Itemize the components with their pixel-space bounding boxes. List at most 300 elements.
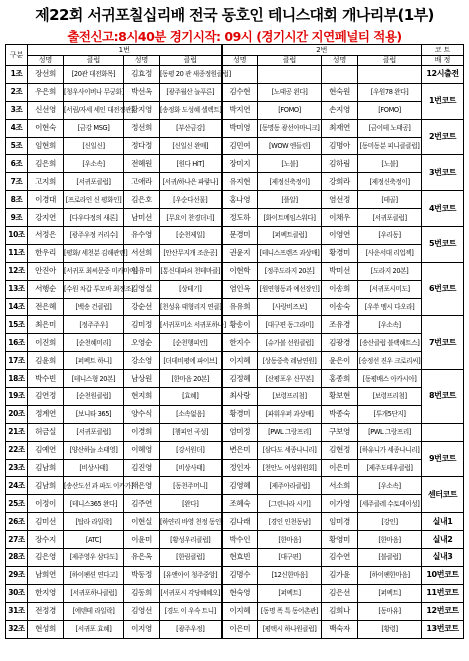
player-name: 김동희 xyxy=(124,584,160,602)
player-club: [우리동] xyxy=(358,227,422,245)
court-assignment: 실내3 xyxy=(422,549,464,567)
player-name: 강소영 xyxy=(124,352,160,370)
table-row xyxy=(6,316,464,334)
player-club: [우소속] xyxy=(64,155,124,173)
group-cell: 11조 xyxy=(6,244,28,262)
court-assignment: 13번코트 xyxy=(422,620,464,638)
player-club: [청우사이버나 무궁화] xyxy=(64,83,124,101)
player-name: 김은희 xyxy=(28,155,64,173)
player-club: [노블] xyxy=(258,155,322,173)
player-name: 임미경 xyxy=(322,513,358,531)
player-club: [백송 건클럽] xyxy=(64,298,124,316)
player-club: [강인] xyxy=(358,513,422,531)
player-club: [다우다정의 새론] xyxy=(64,209,124,227)
player-name: 조유경 xyxy=(322,316,358,334)
player-club: [금이테 노태공] xyxy=(358,119,422,137)
player-club: [플알] xyxy=(258,191,322,209)
player-name: 황지영 xyxy=(124,101,160,119)
group-cell: 19조 xyxy=(6,388,28,406)
group-cell: 31조 xyxy=(6,602,28,620)
player-club: [비상사태] xyxy=(160,459,222,477)
player-club: [PWL 그랑프리] xyxy=(358,423,422,441)
player-name: 김연정 xyxy=(28,388,64,406)
group-cell: 16조 xyxy=(6,334,28,352)
group-cell: 10조 xyxy=(6,227,28,245)
group-cell: 30조 xyxy=(6,584,28,602)
player-name: 염인옥 xyxy=(222,280,258,298)
court-header-top: 코 트 xyxy=(422,45,464,56)
player-name: 이경희 xyxy=(124,423,160,441)
club-header: 클럽 xyxy=(358,56,422,66)
player-name: 홍나영 xyxy=(222,191,258,209)
table-row xyxy=(6,513,464,531)
player-name: 권윤지 xyxy=(222,244,258,262)
table-row xyxy=(6,262,464,280)
player-club: [20관 대전화목] xyxy=(64,66,124,84)
player-name: 김주연 xyxy=(124,495,160,513)
court-assignment: 11번코트 xyxy=(422,584,464,602)
player-club: [대구편] xyxy=(258,549,322,567)
player-club: [FOMO] xyxy=(358,101,422,119)
player-club: [서림/자세 세인 대전정관] xyxy=(64,101,124,119)
name-header: 성명 xyxy=(124,56,160,66)
player-name: 변은미 xyxy=(222,441,258,459)
player-name xyxy=(322,66,358,84)
player-name: 김효정 xyxy=(124,66,160,84)
player-club: [광주월산 늘푸른] xyxy=(160,83,222,101)
court-assignment: 1번코트 xyxy=(422,83,464,119)
player-club: [퍼펙트] xyxy=(258,584,322,602)
player-club: [서귀포시미도] xyxy=(358,280,422,298)
court-assignment: 5번코트 xyxy=(422,227,464,263)
player-club: [한마음] xyxy=(258,531,322,549)
player-name: 최사랑 xyxy=(222,388,258,406)
court-assignment: 6번코트 xyxy=(422,262,464,316)
player-club: [테니스365 완다] xyxy=(64,495,124,513)
player-name: 백숙자 xyxy=(322,620,358,638)
player-club: [서귀포시 각당혜혜오] xyxy=(160,584,222,602)
player-club: [순천행피언] xyxy=(160,334,222,352)
player-club: [신일신] xyxy=(64,137,124,155)
group-cell: 13조 xyxy=(6,280,28,298)
player-name: 김정혜 xyxy=(222,370,258,388)
player-club: [하이팬한마음] xyxy=(358,566,422,584)
player-club: [삼다도 세종나니리] xyxy=(258,441,322,459)
player-name: 남상원 xyxy=(124,370,160,388)
group-cell: 25조 xyxy=(6,495,28,513)
player-club: [대구편 동그라미] xyxy=(258,316,322,334)
table-row xyxy=(6,155,464,173)
player-club: [경도 이 우슥 트니] xyxy=(160,602,222,620)
player-name: 강순선 xyxy=(124,298,160,316)
player-club: [투개5단지] xyxy=(358,405,422,423)
page-title: 제22회 서귀포칠십리배 전국 동호인 테니스대회 개나리부(1부) xyxy=(35,6,434,24)
player-club: [순천원클럽] xyxy=(64,388,124,406)
table-row xyxy=(6,66,464,84)
player-club: [원연형동과 예선장인] xyxy=(258,280,322,298)
player-club: [평화/ 세천분 김해관련] xyxy=(64,244,124,262)
player-name: 장선희 xyxy=(28,66,64,84)
player-name: 김윤희 xyxy=(28,352,64,370)
player-club: [정주주우] xyxy=(64,316,124,334)
player-name: 박수빈 xyxy=(28,370,64,388)
player-name: 김미정 xyxy=(124,316,160,334)
player-name: 현지희 xyxy=(124,388,160,406)
player-club: [우쑤 멤시 다오라] xyxy=(358,298,422,316)
player-name: 현효빈 xyxy=(222,549,258,567)
player-club: [12신한마음] xyxy=(258,566,322,584)
player-name: 김하림 xyxy=(322,155,358,173)
player-name: 엄미정 xyxy=(222,423,258,441)
group-cell: 14조 xyxy=(6,298,28,316)
player-name: 유유희 xyxy=(222,298,258,316)
bracket-table xyxy=(5,44,464,639)
player-name: 이은미 xyxy=(222,620,258,638)
player-name: 최은미 xyxy=(28,316,64,334)
player-club: [경인 인천동남] xyxy=(258,513,322,531)
table-row xyxy=(6,531,464,549)
player-club: [송산클럽 블랙해트스] xyxy=(358,334,422,352)
table-row xyxy=(6,549,464,567)
player-club: [하유니가 세종나니리] xyxy=(358,441,422,459)
table-row xyxy=(6,566,464,584)
player-club: [사랑비즈보] xyxy=(258,298,322,316)
player-club: [하이팬션 연다고] xyxy=(64,566,124,584)
player-club: [프로라인 신 평화인] xyxy=(64,191,124,209)
player-club: [서귀포클럽] xyxy=(64,173,124,191)
player-name: 김은호 xyxy=(124,191,160,209)
group-cell: 21조 xyxy=(6,423,28,441)
table-row xyxy=(6,441,464,459)
player-club: [도라지 20본] xyxy=(358,262,422,280)
player-club: [테니스형 20본] xyxy=(64,370,124,388)
player-name: 황보현 xyxy=(322,388,358,406)
player-club: [서귀포 최씨문중 미카미아] xyxy=(64,262,124,280)
court-assignment: 8번코트 xyxy=(422,370,464,424)
player-club: [원다 HiT] xyxy=(160,155,222,173)
court-assignment: 센터코트 xyxy=(422,477,464,513)
player-name: 이송숙 xyxy=(322,298,358,316)
player-club: [천성유 태형리지 연클] xyxy=(160,298,222,316)
player-name: 서소희 xyxy=(322,477,358,495)
player-name: 김영실 xyxy=(124,280,160,298)
bracket-body xyxy=(6,66,464,639)
player-club: [챔피언 곡성] xyxy=(160,423,222,441)
table-row xyxy=(6,83,464,101)
player-club: [PWL 그랑프리] xyxy=(258,423,322,441)
court-assignment: 12번코트 xyxy=(422,602,464,620)
player-name: 채은영 xyxy=(124,477,160,495)
group-cell: 2조 xyxy=(6,83,28,101)
player-name: 박미선 xyxy=(322,262,358,280)
player-club: [제주아라클럽] xyxy=(258,477,322,495)
player-name: 이채우 xyxy=(322,209,358,227)
player-club: [송산도선 과 파도 이카가] xyxy=(64,477,124,495)
player-name: 신선영 xyxy=(28,101,64,119)
player-name: 김수연 xyxy=(322,549,358,567)
player-club xyxy=(358,66,422,84)
player-club: [WOW 엔들린] xyxy=(258,137,322,155)
player-club: [노태공 왼다] xyxy=(258,83,322,101)
player-club: [상테기] xyxy=(160,280,222,298)
player-club: [서귀포하나클럽] xyxy=(64,584,124,602)
player-name: 이지영 xyxy=(124,620,160,638)
player-club: [보령프리첨] xyxy=(358,388,422,406)
player-club: [보령프리첨] xyxy=(258,388,322,406)
player-name: 이현학 xyxy=(222,262,258,280)
player-name: 양수식 xyxy=(124,405,160,423)
player-name: 이진희 xyxy=(28,334,64,352)
player-club: [퍼펙트 하니] xyxy=(64,352,124,370)
group-cell: 6조 xyxy=(6,155,28,173)
player-name: 김가윤 xyxy=(322,566,358,584)
player-name: 김현정 xyxy=(322,441,358,459)
group-cell: 15조 xyxy=(6,316,28,334)
group-cell: 29조 xyxy=(6,566,28,584)
player-name: 장미지 xyxy=(222,155,258,173)
player-club: [서귀포 효혜] xyxy=(64,620,124,638)
player-name: 정선희 xyxy=(124,119,160,137)
player-name: 강희라 xyxy=(322,173,358,191)
table-row xyxy=(6,280,464,298)
player-club: [서귀포클럽] xyxy=(358,209,422,227)
player-club: [송정화 도성혜 셀렉트] xyxy=(160,101,222,119)
player-name: 한우리 xyxy=(28,244,64,262)
player-name: 현숙원 xyxy=(322,83,358,101)
player-name: 전정경 xyxy=(28,602,64,620)
player-name: 허금실 xyxy=(28,423,64,441)
player-name: 황송이 xyxy=(222,316,258,334)
player-club: [상동중축 레남연원] xyxy=(258,352,322,370)
player-club: [금강 MSG] xyxy=(64,119,124,137)
group-cell: 8조 xyxy=(6,191,28,209)
player-name: 서선희 xyxy=(124,244,160,262)
player-name: 김남희 xyxy=(28,477,64,495)
court-assignment: 4번코트 xyxy=(422,191,464,227)
table-row xyxy=(6,209,464,227)
court-assignment: 7번코트 xyxy=(422,316,464,370)
player-club: [부산금강] xyxy=(160,119,222,137)
player-name: 박미영 xyxy=(222,119,258,137)
player-name: 문경미 xyxy=(222,227,258,245)
player-club: [더데비평에 파이브] xyxy=(160,352,222,370)
player-name: 이송희 xyxy=(322,280,358,298)
player-club: [황령] xyxy=(358,620,422,638)
player-club: [완다] xyxy=(160,495,222,513)
player-name: 구보영 xyxy=(322,423,358,441)
table-row xyxy=(6,352,464,370)
name-header: 성명 xyxy=(28,56,64,66)
table-row xyxy=(6,495,464,513)
table-row xyxy=(6,227,464,245)
player-name: 이현숙 xyxy=(28,119,64,137)
player-club: [보니타 365] xyxy=(64,405,124,423)
player-name: 박동정 xyxy=(124,566,160,584)
player-club: [강서원더] xyxy=(160,441,222,459)
player-name: 이경대 xyxy=(28,191,64,209)
player-club: [소속없음] xyxy=(160,405,222,423)
player-club: [우원78 완다] xyxy=(358,83,422,101)
player-club: [우소속] xyxy=(358,477,422,495)
player-club: [산평포우 신꾸본] xyxy=(258,370,322,388)
player-name: 윤은이 xyxy=(322,352,358,370)
player-club: [정주도라지 20본] xyxy=(258,262,322,280)
player-name: 유은옥 xyxy=(124,549,160,567)
player-club: [사운서대 리업젝] xyxy=(358,244,422,262)
team1-header: 1번 xyxy=(28,45,222,56)
player-club: [승정선 진우 크로리씨] xyxy=(358,352,422,370)
player-name: 이영연 xyxy=(322,227,358,245)
player-name: 한지영 xyxy=(28,584,64,602)
player-club: [우소속] xyxy=(358,316,422,334)
player-name: 김나래 xyxy=(222,513,258,531)
team2-header: 2번 xyxy=(222,45,422,56)
player-name: 김희나 xyxy=(322,602,358,620)
player-club: [블클럽] xyxy=(358,549,422,567)
schedule-notice: 출전신고:8시40분 경기시작: 09시 (경기시간 지연페널티 적용) xyxy=(67,29,402,44)
court-assignment: 3번코트 xyxy=(422,155,464,191)
table-row xyxy=(6,459,464,477)
player-name: 전은혜 xyxy=(28,298,64,316)
group-cell: 12조 xyxy=(6,262,28,280)
player-name: 김은영 xyxy=(28,549,64,567)
player-name: 안진아 xyxy=(28,262,64,280)
table-row xyxy=(6,334,464,352)
court-assignment: 9번코트 xyxy=(422,441,464,477)
player-name: 서정은 xyxy=(28,227,64,245)
player-club: [비상사태] xyxy=(64,459,124,477)
player-club: [그린나라 시키] xyxy=(258,495,322,513)
table-row xyxy=(6,620,464,638)
player-name: 박수인 xyxy=(222,531,258,549)
table-row xyxy=(6,298,464,316)
court-assignment xyxy=(422,423,464,441)
player-name: 홍종희 xyxy=(322,370,358,388)
table-row xyxy=(6,191,464,209)
club-header: 클럽 xyxy=(64,56,124,66)
player-name: 김미선 xyxy=(28,513,64,531)
player-club: [광주우정 커리수] xyxy=(64,227,124,245)
group-cell: 22조 xyxy=(6,441,28,459)
group-cell: 3조 xyxy=(6,101,28,119)
player-name: 김예연 xyxy=(28,441,64,459)
player-club: [한마음 20본] xyxy=(160,370,222,388)
player-club: [슈가볼 선원클럽] xyxy=(258,334,322,352)
table-row xyxy=(6,388,464,406)
player-name: 이윤미 xyxy=(124,531,160,549)
player-name: 김영혜 xyxy=(222,477,258,495)
player-name: 김진영 xyxy=(124,459,160,477)
club-header: 클럽 xyxy=(160,56,222,66)
player-name: 이현실 xyxy=(124,513,160,531)
player-name: 현숙영 xyxy=(222,584,258,602)
player-club: [퍼펙트] xyxy=(358,584,422,602)
player-name: 우은희 xyxy=(28,83,64,101)
player-club: [서귀/하나은 파랗나] xyxy=(160,173,222,191)
player-name: 김수현 xyxy=(222,83,258,101)
table-row xyxy=(6,405,464,423)
table-row xyxy=(6,584,464,602)
player-club: [안산무지개 조운공] xyxy=(160,244,222,262)
player-name: 고지희 xyxy=(28,173,64,191)
player-name: 염선정 xyxy=(322,191,358,209)
player-name: 강지연 xyxy=(28,209,64,227)
group-cell: 18조 xyxy=(6,370,28,388)
player-name: 최재연 xyxy=(322,119,358,137)
player-club: [통신대파쇠 천테마클] xyxy=(160,262,222,280)
player-club: [천안노 여성위원회] xyxy=(258,459,322,477)
group-cell: 4조 xyxy=(6,119,28,137)
player-club: [화이트메임스워다] xyxy=(258,209,322,227)
player-club: [퍼펙트클럽] xyxy=(258,227,322,245)
player-club: [탑라 라일락] xyxy=(64,513,124,531)
player-name: 이혜영 xyxy=(124,441,160,459)
court-assignment: 실내2 xyxy=(422,531,464,549)
table-row xyxy=(6,477,464,495)
player-club: [동평 20 관 새종정원클럽] xyxy=(160,66,222,84)
player-name: 현성희 xyxy=(28,620,64,638)
player-club: [동마유] xyxy=(358,602,422,620)
player-name: 임유미 xyxy=(124,262,160,280)
group-cell: 17조 xyxy=(6,352,28,370)
group-cell: 20조 xyxy=(6,405,28,423)
player-club: [광주우정] xyxy=(160,620,222,638)
group-cell: 28조 xyxy=(6,549,28,567)
player-club: [세주클레 수토데이성] xyxy=(358,495,422,513)
player-name: 김은선 xyxy=(322,584,358,602)
court-assignment: 실내1 xyxy=(422,513,464,531)
player-club: [우순다선물] xyxy=(160,191,222,209)
group-cell: 9조 xyxy=(6,209,28,227)
player-club: [양산하늘 소태영] xyxy=(64,441,124,459)
group-cell: 27조 xyxy=(6,531,28,549)
player-club: [테골] xyxy=(358,191,422,209)
player-name: 김민여 xyxy=(222,137,258,155)
player-name: 남미선 xyxy=(124,209,160,227)
player-club: [제정신축정이] xyxy=(258,173,322,191)
group-cell: 5조 xyxy=(6,137,28,155)
player-name: 이지혜 xyxy=(222,602,258,620)
player-club: [하얀리 바영 천정 동인] xyxy=(160,513,222,531)
player-name: 박지연 xyxy=(222,101,258,119)
group-cell: 24조 xyxy=(6,477,28,495)
player-club: [순천혜미리] xyxy=(64,334,124,352)
player-club: [한마음] xyxy=(358,531,422,549)
player-name: 고애라 xyxy=(124,173,160,191)
player-club: [노블] xyxy=(358,155,422,173)
player-club: [동명동 광선아마니크] xyxy=(258,119,322,137)
player-name: 유수영 xyxy=(124,227,160,245)
player-name: 황영미 xyxy=(322,531,358,549)
player-club: [파워우퍼 과상매] xyxy=(258,405,322,423)
player-club xyxy=(258,66,322,84)
name-header: 성명 xyxy=(322,56,358,66)
player-club: [평택시 하나원클럽] xyxy=(258,620,322,638)
player-name: 손지영 xyxy=(322,101,358,119)
player-name: 한지수 xyxy=(222,334,258,352)
table-row xyxy=(6,370,464,388)
court-header-bottom: 배 정 xyxy=(422,56,464,66)
player-name: 서행순 xyxy=(28,280,64,298)
group-cell: 32조 xyxy=(6,620,28,638)
player-name: 정인자 xyxy=(222,459,258,477)
player-club: [동천주머니] xyxy=(160,477,222,495)
player-name: 정도하 xyxy=(222,209,258,227)
player-club: [무요이 찬경더너] xyxy=(160,209,222,227)
table-row xyxy=(6,137,464,155)
group-header: 구분 xyxy=(6,45,28,66)
player-club: [유앤아이 청주중앙] xyxy=(160,566,222,584)
